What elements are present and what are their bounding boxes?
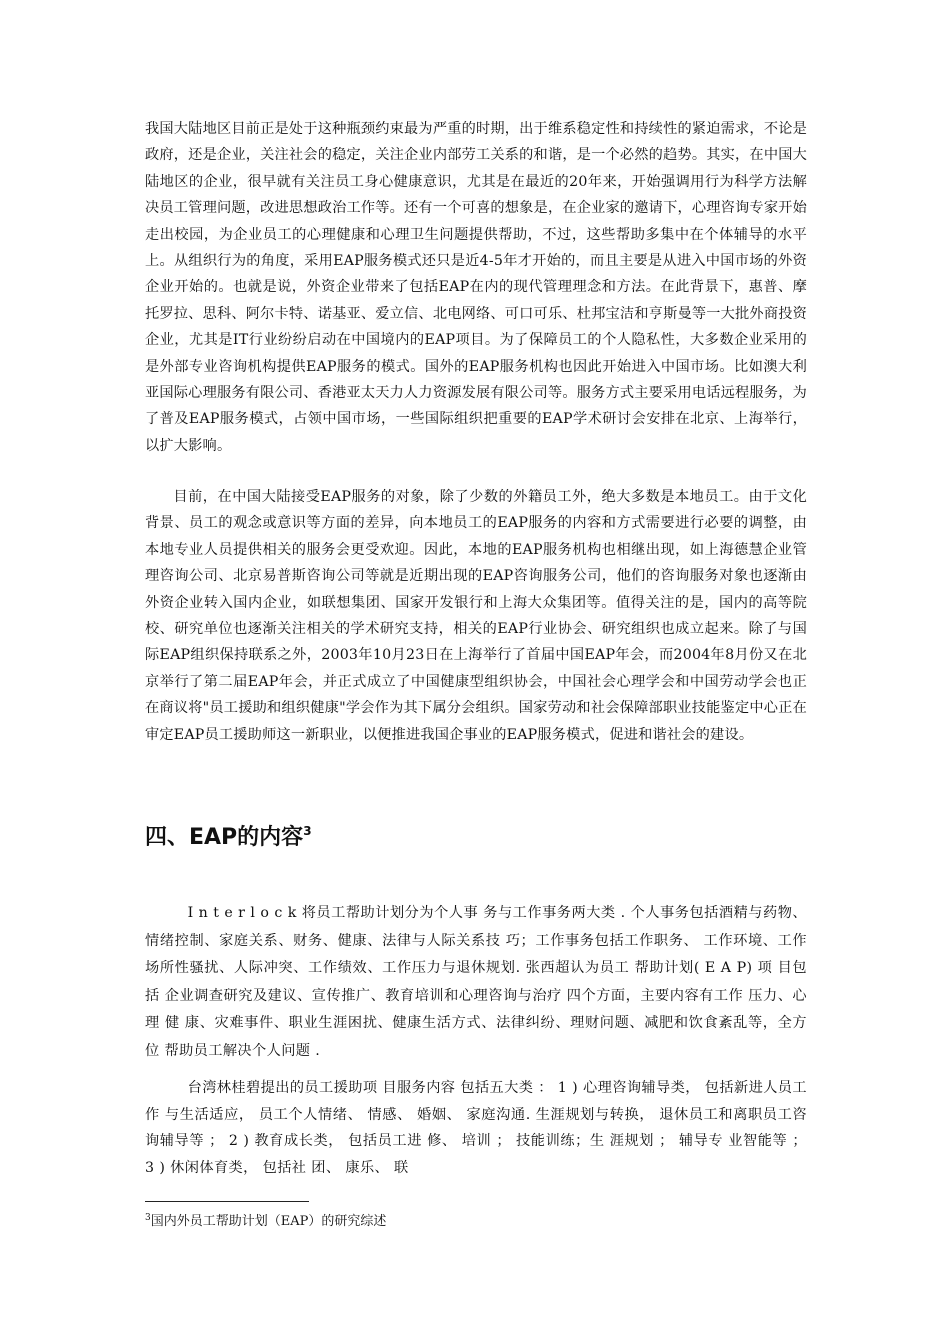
section-heading-text: 四、EAP的内容 (145, 825, 304, 850)
footnote (145, 1208, 386, 1232)
footnote-marker: 3 (145, 1213, 151, 1223)
body-paragraph-2: 目前，在中国大陆接受EAP服务的对象，除了少数的外籍员工外，绝大多数是本地员工。由于文化背景、员工的观念或意识等方面的差异，向本地员工的EAP服务的内容和方式需要进行必要的调整，由本地专业人员提供相关的服务会更受欢迎。因此，本地的EAP服务机构也相继出现，如上海德慧企业管理咨询公司、北京易普斯咨询公司等就是近期出现的EAP咨询服务公司，他们的咨询服务对象也逐渐由外资企业转入国内企业，如联想集团、国家开发银行和上海大众集团等。值得关注的是，国内的高等院校、研究单位也逐渐关注相关的学术研究支持，相关的EAP行业协会、研究组织也成立起来。除了与国际EAP组织保持联系之外，2003年10月23日在上海举行了首届中国EAP年会，而2004年8月份又在北京举行了第二届EAP年会，并正式成立了中国健康型组织协会，中国社会心理学会和中国劳动学会也正在商议将"员工援助和组织健康"学会作为其下属分会组织。国家劳动和社会保障部职业技能鉴定中心正在审定EAP员工援助师这一新职业，以便推进我国企事业的EAP服务模式，促进和谐社会的建设。 (145, 489, 807, 743)
section-heading (145, 815, 312, 854)
footnote-divider (145, 1201, 309, 1202)
body-paragraph-1: 我国大陆地区目前正是处于这种瓶颈约束最为严重的时期，出于维系稳定性和持续性的紧迫需求，不论是政府，还是企业，关注社会的稳定，关注企业内部劳工关系的和谐，是一个必然的趋势。其实，在中国大陆地区的企业，很早就有关注员工身心健康意识，尤其是在最近的20年来，开始强调用行为科学方法解决员工管理问题，改进思想政治工作等。还有一个可喜的想象是，在企业家的邀请下，心理咨询专家开始走出校园，为企业员工的心理健康和心理卫生问题提供帮助，不过，这些帮助多集中在个体辅导的水平上。从组织行为的角度，采用EAP服务模式还只是近4-5年才开始的，而且主要是从进入中国市场的外资企业开始的。也就是说，外资企业带来了包括EAP在内的现代管理理念和方法。在此背景下，惠普、摩托罗拉、思科、阿尔卡特、诺基亚、爱立信、北电网络、可口可乐、杜邦宝洁和亨斯曼等一大批外商投资企业，尤其是IT行业纷纷启动在中国境内的EAP项目。为了保障员工的个人隐私性，大多数企业采用的是外部专业咨询机构提供EAP服务的模式。国外的EAP服务机构也因此开始进入中国市场。比如澳大利亚国际心理服务有限公司、香港亚太天力人力资源发展有限公司等。服务方式主要采用电话远程服务，为了普及EAP服务模式，占领中国市场，一些国际组织把重要的EAP学术研讨会安排在北京、上海举行，以扩大影响。 (145, 121, 807, 454)
footnote-text: 国内外员工帮助计划（EAP）的研究综述 (150, 1214, 387, 1229)
body-paragraph-3: I n t e r l o c k 将员工帮助计划分为个人事 务与工作事务两大类 . 个人事务包括酒精与药物、情绪控制、家庭关系、财务、健康、法律与人际关系技 巧；工作事务包括工作职务、 工作环境、工作场所性骚扰、人际冲突、工作绩效、工作压力与退休规划. 张西超认为员工 帮助计划( E A P) 项 目包括 企业调查研究及建议、宣传推广、教育培训和心理咨询与治疗 四个方面，主要内容有工作 压力、心理 健 康、灾难事件、职业生涯困扰、健康生活方式、法律纠纷、理财问题、减肥和饮食紊乱等，全方位 帮助员工解决个人问题 . (145, 905, 807, 1059)
footnote-reference[interactable]: 3 (303, 824, 312, 838)
body-paragraph-4: 台湾林桂碧提出的员工援助项 目服务内容 包括五大类 ： 1 ) 心理咨询辅导类， 包括新进人员工作 与生活适应， 员工个人情绪、 情感、 婚姻、 家庭沟通. 生涯规划与转换， 退休员工和离职员工咨询辅导等 ； 2 ) 教育成长类， 包括员工进 修、 培训 ； 技能训练；生 涯规划 ； 辅导专 业智能等 ； 3 ) 休闲体育类， 包括社 团、 康乐、 联 (145, 1080, 807, 1176)
